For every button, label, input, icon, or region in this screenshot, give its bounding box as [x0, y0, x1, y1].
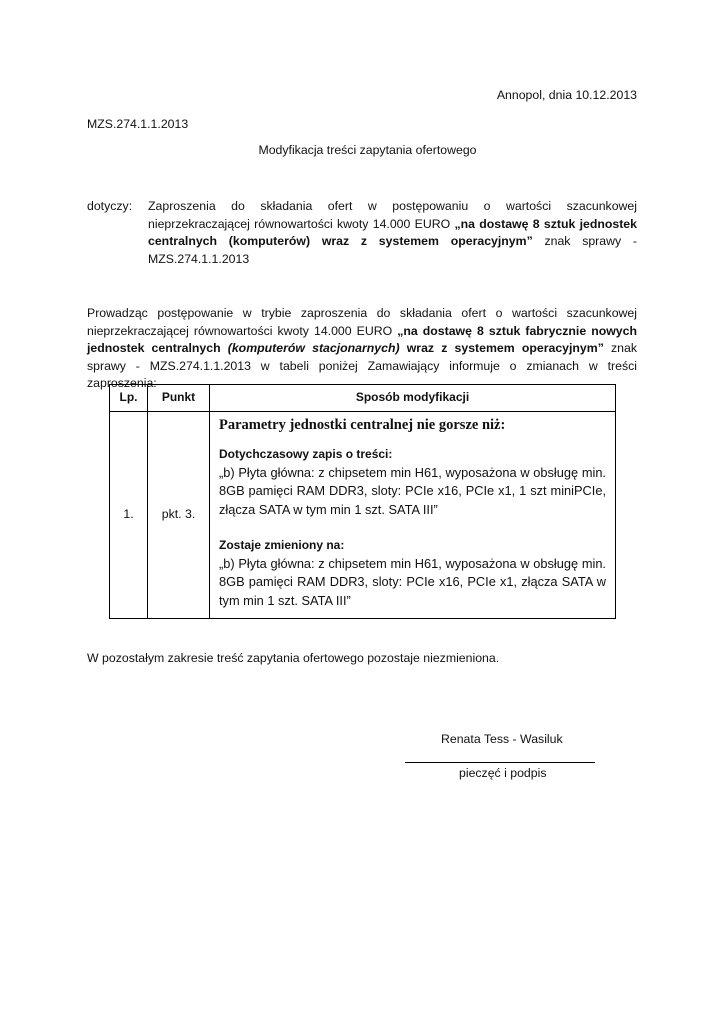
intro-text-bold: wraz z systemem operacyjnym”: [399, 341, 604, 355]
document-title: Modyfikacja treści zapytania ofertowego: [258, 143, 477, 157]
reference-number: MZS.274.1.1.2013: [87, 117, 189, 131]
cell-punkt: pkt. 3.: [148, 412, 210, 619]
old-text-label: Dotychczasowy zapis o treści:: [219, 447, 393, 461]
cell-modification: [210, 412, 616, 619]
subject-text-part: Zaproszenia do składania ofert w postępowaniu o wartości szacunkowej nieprzekraczającej równowartości kwoty 14.000 EURO: [148, 199, 637, 231]
table-row: [110, 412, 616, 619]
table-header-row: [110, 385, 616, 412]
closing-statement: W pozostałym zakresie treść zapytania ofertowego pozostaje niezmieniona.: [87, 651, 500, 665]
intro-text-part: Prowadząc postępowanie w trybie zaproszenia do składania ofert o wartości szacunkowej nieprzekraczającej równowartości kwoty 14.000 EURO: [87, 306, 637, 338]
signer-name: Renata Tess - Wasiluk: [441, 732, 563, 746]
intro-text-part: znak sprawy - MZS.274.1.1.2013 w tabeli poniżej Zamawiający informuje o zmianach w treści zaproszenia:: [87, 341, 637, 390]
header-lp: Lp.: [110, 385, 148, 412]
intro-text-bold-italic: (komputerów stacjonarnych): [227, 341, 400, 355]
header-sposob: Sposób modyfikacji: [210, 385, 616, 412]
modification-heading: Parametry jednostki centralnej nie gorsze niż:: [219, 417, 506, 433]
subject-text-bold: „na dostawę 8 sztuk jednostek centralnych (komputerów) wraz z systemem operacyjnym”: [148, 216, 637, 248]
subject-text: [148, 198, 637, 268]
subject-label: dotyczy:: [87, 199, 133, 213]
old-text: „b) Płyta główna: z chipsetem min H61, wyposażona w obsługę min. 8GB pamięci RAM DDR3, sloty: PCIe x16, PCIe x1, 1 szt miniPCIe, złącza SATA w tym min 1 szt. SATA III”: [219, 464, 606, 517]
new-text-label: Zostaje zmieniony na:: [219, 538, 345, 552]
intro-paragraph: [87, 305, 637, 393]
cell-lp: 1.: [110, 412, 148, 619]
place-date: Annopol, dnia 10.12.2013: [496, 88, 637, 102]
intro-text-bold: „na dostawę 8 sztuk fabrycznie nowych jednostek centralnych: [87, 323, 637, 355]
stamp-label: pieczęć i podpis: [459, 766, 547, 780]
signature-line: [405, 762, 595, 763]
new-text: „b) Płyta główna: z chipsetem min H61, wyposażona w obsługę min. 8GB pamięci RAM DDR3, sloty: PCIe x16, PCIe x1, złącza SATA w tym min 1 szt. SATA III”: [219, 555, 606, 608]
modifications-table: [109, 384, 616, 619]
header-punkt: Punkt: [148, 385, 210, 412]
subject-text-part: znak sprawy - MZS.274.1.1.2013: [148, 234, 637, 266]
